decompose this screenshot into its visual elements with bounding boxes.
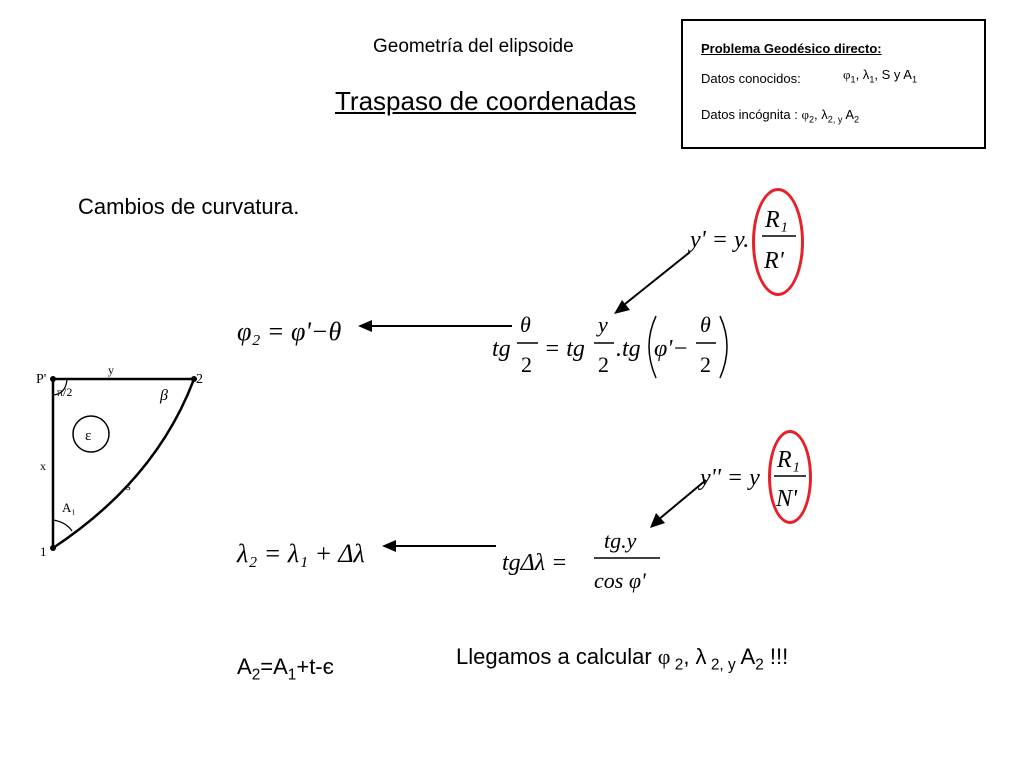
formula-lambda2 — [235, 532, 395, 572]
y-prime-numerator: R₁ — [765, 207, 789, 233]
formula-tg-delta-lambda — [500, 522, 670, 602]
a-text: A — [735, 644, 756, 669]
subscript: 1 — [287, 666, 297, 684]
subscript: 2 — [808, 114, 815, 125]
label-2: 2 — [196, 372, 203, 387]
problem-box-title: Problema Geodésico directo: — [701, 41, 882, 56]
subscript: 1 — [911, 74, 918, 85]
conclusion-label: Llegamos a calcular — [456, 644, 658, 669]
label-1: 1 — [40, 544, 47, 559]
label-beta: β — [160, 387, 168, 404]
arrow-to-lambda2 — [380, 536, 500, 556]
point-p-prime — [50, 376, 56, 382]
a2-equation — [237, 654, 334, 684]
phi-symbol: φ — [657, 644, 671, 669]
tg-delta-lambda-lhs: tgΔλ = — [502, 550, 568, 576]
two-denominator: 2 — [598, 352, 609, 377]
spherical-triangle-diagram — [36, 360, 226, 560]
two-denominator: 2 — [700, 352, 711, 377]
a1-angle-arc — [53, 520, 72, 531]
phi-symbol: φ — [843, 67, 851, 82]
y-double-prime-lhs: y'' = y — [700, 465, 760, 491]
subscript: 1 — [869, 74, 875, 85]
theta-numerator: θ — [700, 312, 711, 337]
page-title: Traspaso de coordenadas — [335, 86, 637, 116]
section-title: Cambios de curvatura. — [78, 194, 300, 219]
y-prime-denominator: R' — [764, 248, 784, 274]
subscript: 2 — [755, 656, 764, 674]
exclamation: !!! — [763, 644, 789, 669]
unknown-data-label: Datos incógnita : — [701, 107, 798, 122]
highlight-circle — [752, 188, 804, 296]
phi-symbol: φ — [801, 107, 809, 122]
known-data-values — [843, 67, 917, 85]
subscript: 2 — [670, 656, 684, 674]
a2-mid: =A — [260, 654, 288, 679]
label-pi-half: π/2 — [57, 385, 73, 399]
a2-rest: +t-є — [296, 654, 334, 679]
lambda-text: , λ — [814, 107, 828, 122]
tg-delta-lambda-numerator: tg.y — [604, 528, 637, 553]
phi2-equation: φ₂ = φ'−θ — [237, 317, 342, 346]
rest-text: , S y A — [874, 67, 912, 82]
problem-box — [681, 19, 986, 149]
lambda2-equation: λ₂ = λ₁ + Δλ — [237, 539, 365, 568]
lambda-text: , λ — [683, 644, 707, 669]
label-p-prime: P' — [36, 372, 47, 387]
label-x: x — [40, 459, 46, 473]
subscript: 2, y — [706, 656, 736, 674]
label-a1: A₁ — [62, 500, 76, 515]
tg-left: tg — [492, 336, 511, 362]
conclusion-text — [456, 644, 788, 674]
y-double-prime-denominator: N' — [776, 486, 798, 512]
phi-prime-minus: φ'− — [654, 336, 689, 362]
lambda-text: , λ — [855, 67, 870, 82]
y-double-prime-numerator: R₁ — [777, 447, 801, 473]
subscript: 2 — [854, 114, 860, 125]
y-numerator: y — [598, 312, 608, 337]
header-subtitle: Geometría del elipsoide — [373, 36, 574, 57]
formula-tg-theta — [490, 310, 730, 385]
triangle-geodesic-side — [53, 379, 194, 548]
y-prime-lhs: y' = y. — [690, 227, 750, 253]
point-1 — [50, 545, 56, 551]
subscript: 1 — [850, 74, 856, 85]
right-paren — [720, 316, 727, 378]
unknown-data — [701, 107, 859, 125]
two-denominator: 2 — [521, 352, 532, 377]
known-data-label: Datos conocidos: — [701, 71, 801, 86]
label-epsilon: ε — [85, 428, 92, 444]
highlight-circle — [768, 430, 812, 524]
a-text: A — [842, 107, 855, 122]
subscript: 2, y — [827, 114, 843, 125]
tg-delta-lambda-denominator: cos φ' — [594, 568, 646, 593]
dot-tg: .tg — [616, 336, 641, 362]
a2-a: A — [237, 654, 252, 679]
formula-phi2 — [235, 310, 375, 350]
equals-tg: = tg — [544, 336, 585, 362]
label-s: s — [126, 479, 131, 493]
subscript: 2 — [251, 666, 261, 684]
theta-numerator: θ — [520, 312, 531, 337]
label-y: y — [108, 363, 114, 377]
